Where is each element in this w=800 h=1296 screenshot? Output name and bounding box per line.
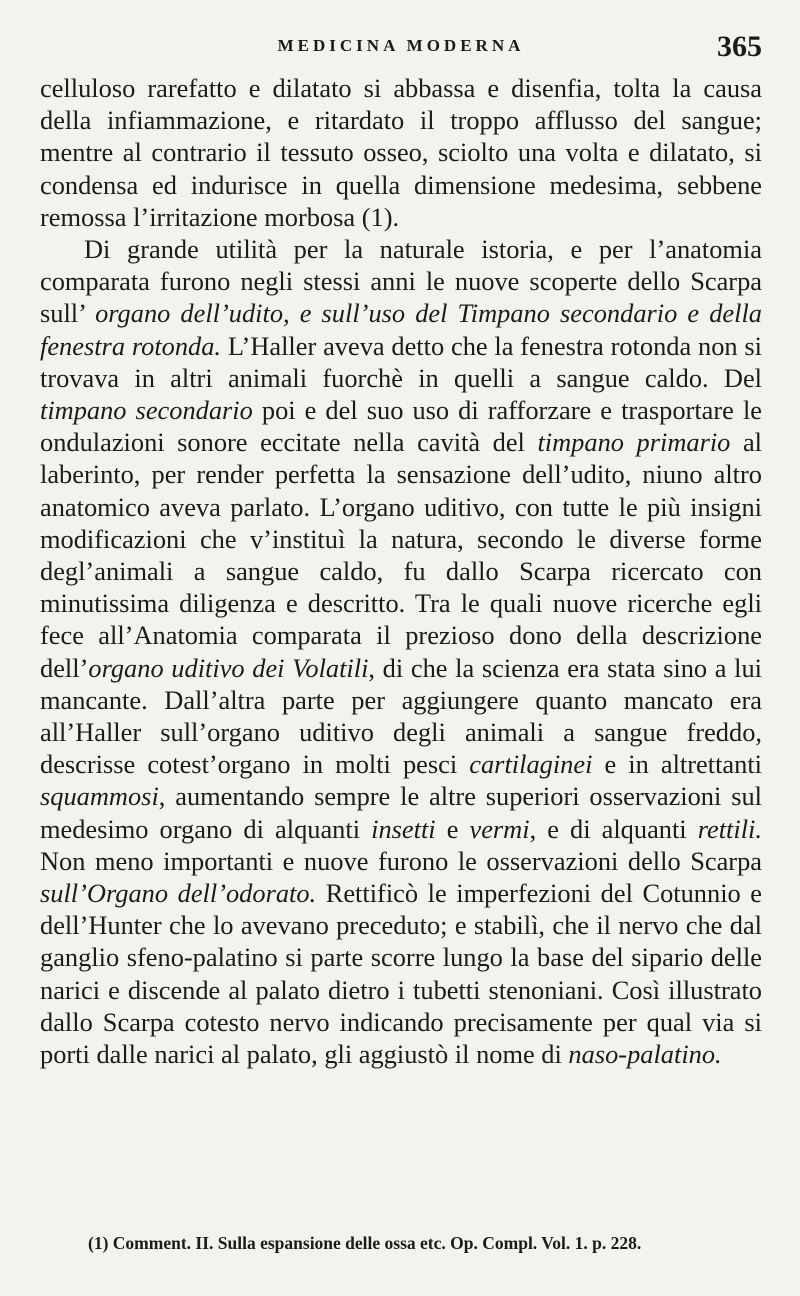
text-run: Di grande utilità per la naturale istoria, e per l’anatomia comparata furono negli stessi anni le nuove scoperte dello Scarpa sull’ (40, 234, 762, 329)
italic-run: organo dell’udito, e sull’uso del Timpano secondario e della fenestra rotonda. (40, 298, 762, 361)
text-run: poi e del suo uso di rafforzare e trasportare le ondulazioni sonore eccitate nella cavità del (40, 395, 762, 458)
running-title: MEDICINA MODERNA (277, 36, 525, 55)
text-run: e in altrettanti (592, 749, 762, 780)
body-text (40, 72, 762, 1070)
text-run: Non meno importanti e nuove furono le osservazioni dello Scarpa (40, 845, 762, 876)
italic-run: organo uditivo dei Volatili (88, 652, 369, 683)
page-number: 365 (717, 30, 762, 63)
text-run: , e di alquanti (529, 813, 698, 844)
text-run: al laberinto, per render perfetta la sensazione dell’udito, niuno altro anatomico aveva parlato. L’organo uditivo, con tutte le più insigni modificazioni che v’instituì la natura, secondo le diverse forme degl’animali a sangue caldo, fu dallo Scarpa ricercato con minutissima diligenza e descritto. Tra le quali nuove ricerche egli fece all’Anatomia comparata il prezioso dono della descrizione dell’ (40, 427, 762, 683)
italic-run: vermi (469, 813, 530, 844)
italic-run: timpano secondario (40, 395, 253, 426)
text-run: L’Haller aveva detto che la fenestra rotonda non si trovava in altri animali fuorchè in quelli a sangue caldo. Del (40, 330, 762, 393)
paragraph-1 (40, 72, 762, 233)
italic-run: squammosi (40, 781, 159, 812)
text-run: celluloso rarefatto e dilatato si abbassa e disenfia, tolta la causa della infiammazione, e ritardato il troppo afflusso del sangue; mentre al contrario il tessuto osseo, sciolto una volta e dilatato, si condensa ed indurisce in quella dimensione medesima, sebbene remossa l’irritazione morbosa (1). (40, 73, 762, 232)
italic-run: rettili. (697, 813, 762, 844)
footnote: (1) Comment. II. Sulla espansione delle ossa etc. Op. Compl. Vol. 1. p. 228. (88, 1233, 642, 1253)
page-header (40, 30, 762, 66)
paragraph-2 (40, 233, 762, 1070)
text-run: , di che la scienza era stata sino a lui mancante. Dall’altra parte per aggiungere quanto mancato era all’Haller sull’organo uditivo degli animali a sangue freddo, descrisse cotest’organo in molti pesci (40, 652, 762, 780)
italic-run: cartilaginei (469, 749, 593, 780)
italic-run: sull’Organo dell’odorato. (40, 878, 317, 909)
text-run: e (435, 813, 470, 844)
italic-run: naso-palatino. (568, 1039, 722, 1070)
italic-run: insetti (371, 813, 436, 844)
text-run: Rettificò le imperfezioni del Cotunnio e dell’Hunter che lo avevano preceduto; e stabilì, che il nervo che dal ganglio sfeno-palatino si parte scorre lungo la base del sipario delle narici e discende al palato dietro i tubetti stenoniani. Così illustrato dallo Scarpa cotesto nervo indicando precisamente per qual via si porti dalle narici al palato, gli aggiustò il nome di (40, 878, 763, 1070)
text-run: , aumentando sempre le altre superiori osservazioni sul medesimo organo di alquanti (40, 781, 762, 844)
italic-run: timpano primario (537, 427, 731, 458)
